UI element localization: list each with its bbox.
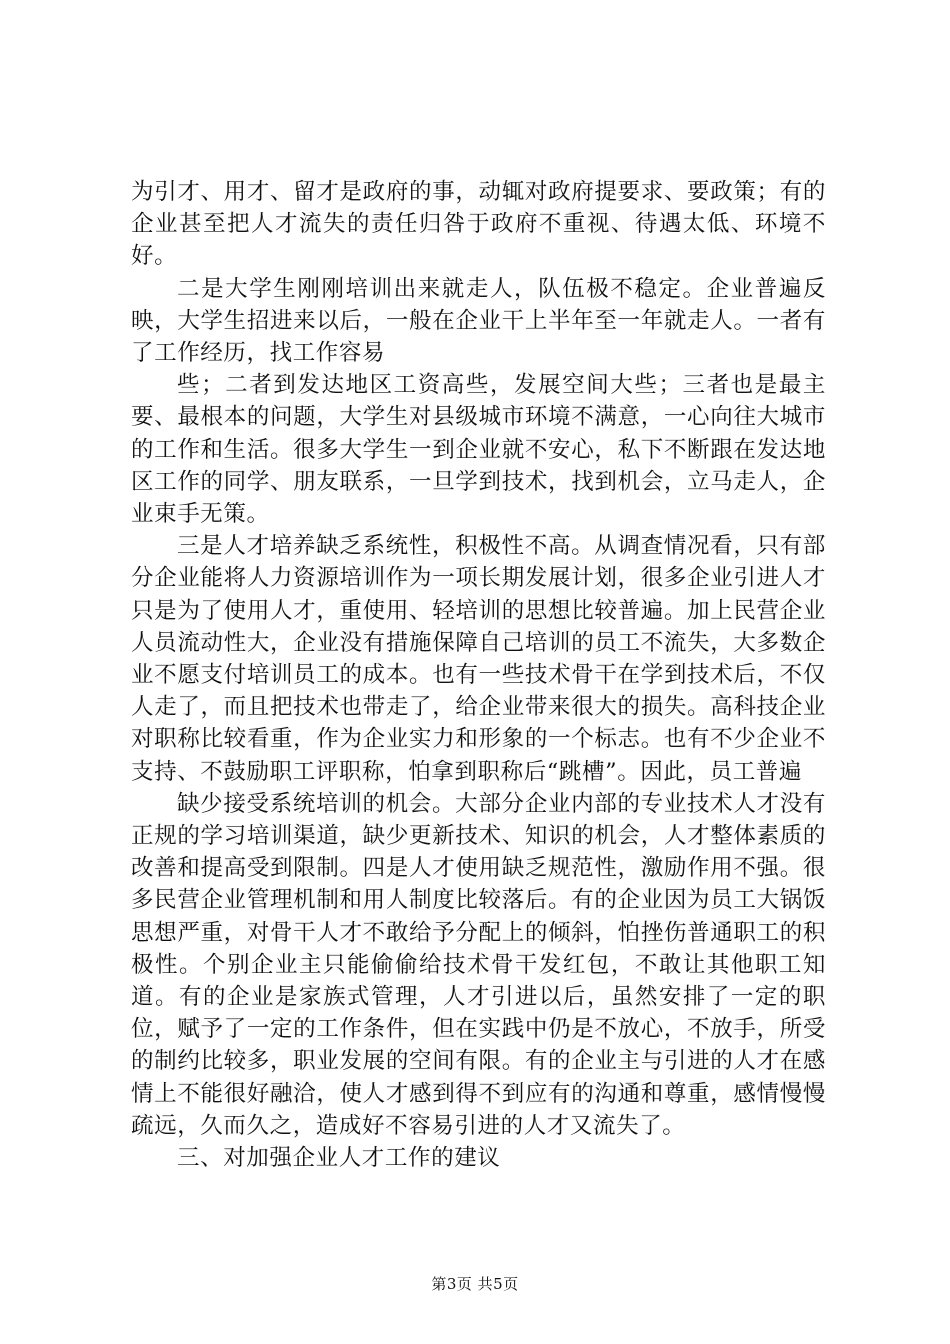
section-heading: 三、对加强企业人才工作的建议 [177, 1145, 501, 1172]
paragraph-2: 二是大学生刚刚培训出来就走人，队伍极不稳定。企业普遍反映，大学生招进来以后，一般在企业干上半年至一年就走人。一者有了工作经历，找工作容易 [131, 275, 826, 367]
paragraph-5: 缺少接受系统培训的机会。大部分企业内部的专业技术人才没有正规的学习培训渠道，缺少更新技术、知识的机会，人才整体素质的改善和提高受到限制。四是人才使用缺乏规范性，激励作用不强。很多民营企业管理机制和用人制度比较落后。有的企业因为员工大锅饭思想严重，对骨干人才不敢给予分配上的倾斜，怕挫伤普通职工的积极性。个别企业主只能偷偷给技术骨干发红包，不敢让其他职工知道。有的企业是家族式管理，人才引进以后，虽然安排了一定的职位，赋予了一定的工作条件，但在实践中仍是不放心，不放手，所受的制约比较多，职业发展的空间有限。有的企业主与引进的人才在感情上不能很好融洽，使人才感到得不到应有的沟通和尊重，感情慢慢疏远，久而久之，造成好不容易引进的人才又流失了。 [131, 790, 826, 1139]
document-body [131, 176, 826, 1174]
paragraph-3: 些；二者到发达地区工资高些，发展空间大些；三者也是最主要、最根本的问题，大学生对县级城市环境不满意，一心向往大城市的工作和生活。很多大学生一到企业就不安心，私下不断跟在发达地区工作的同学、朋友联系，一旦学到技术，找到机会，立马走人，企业束手无策。 [131, 372, 826, 528]
page-number: 第3页 共5页 [431, 1275, 519, 1293]
paragraph-4: 三是人才培养缺乏系统性，积极性不高。从调查情况看，只有部分企业能将人力资源培训作为一项长期发展计划，很多企业引进人才只是为了使用人才，重使用、轻培训的思想比较普遍。加上民营企业人员流动性大，企业没有措施保障自己培训的员工不流失，大多数企业不愿支付培训员工的成本。也有一些技术骨干在学到技术后，不仅人走了，而且把技术也带走了，给企业带来很大的损失。高科技企业对职称比较看重，作为企业实力和形象的一个标志。也有不少企业不支持、不鼓励职工评职称，怕拿到职称后“跳槽”。因此，员工普遍 [131, 533, 826, 785]
page-footer [0, 1274, 950, 1294]
paragraph-1: 为引才、用才、留才是政府的事，动辄对政府提要求、要政策；有的企业甚至把人才流失的责任归咎于政府不重视、待遇太低、环境不好。 [131, 179, 826, 270]
